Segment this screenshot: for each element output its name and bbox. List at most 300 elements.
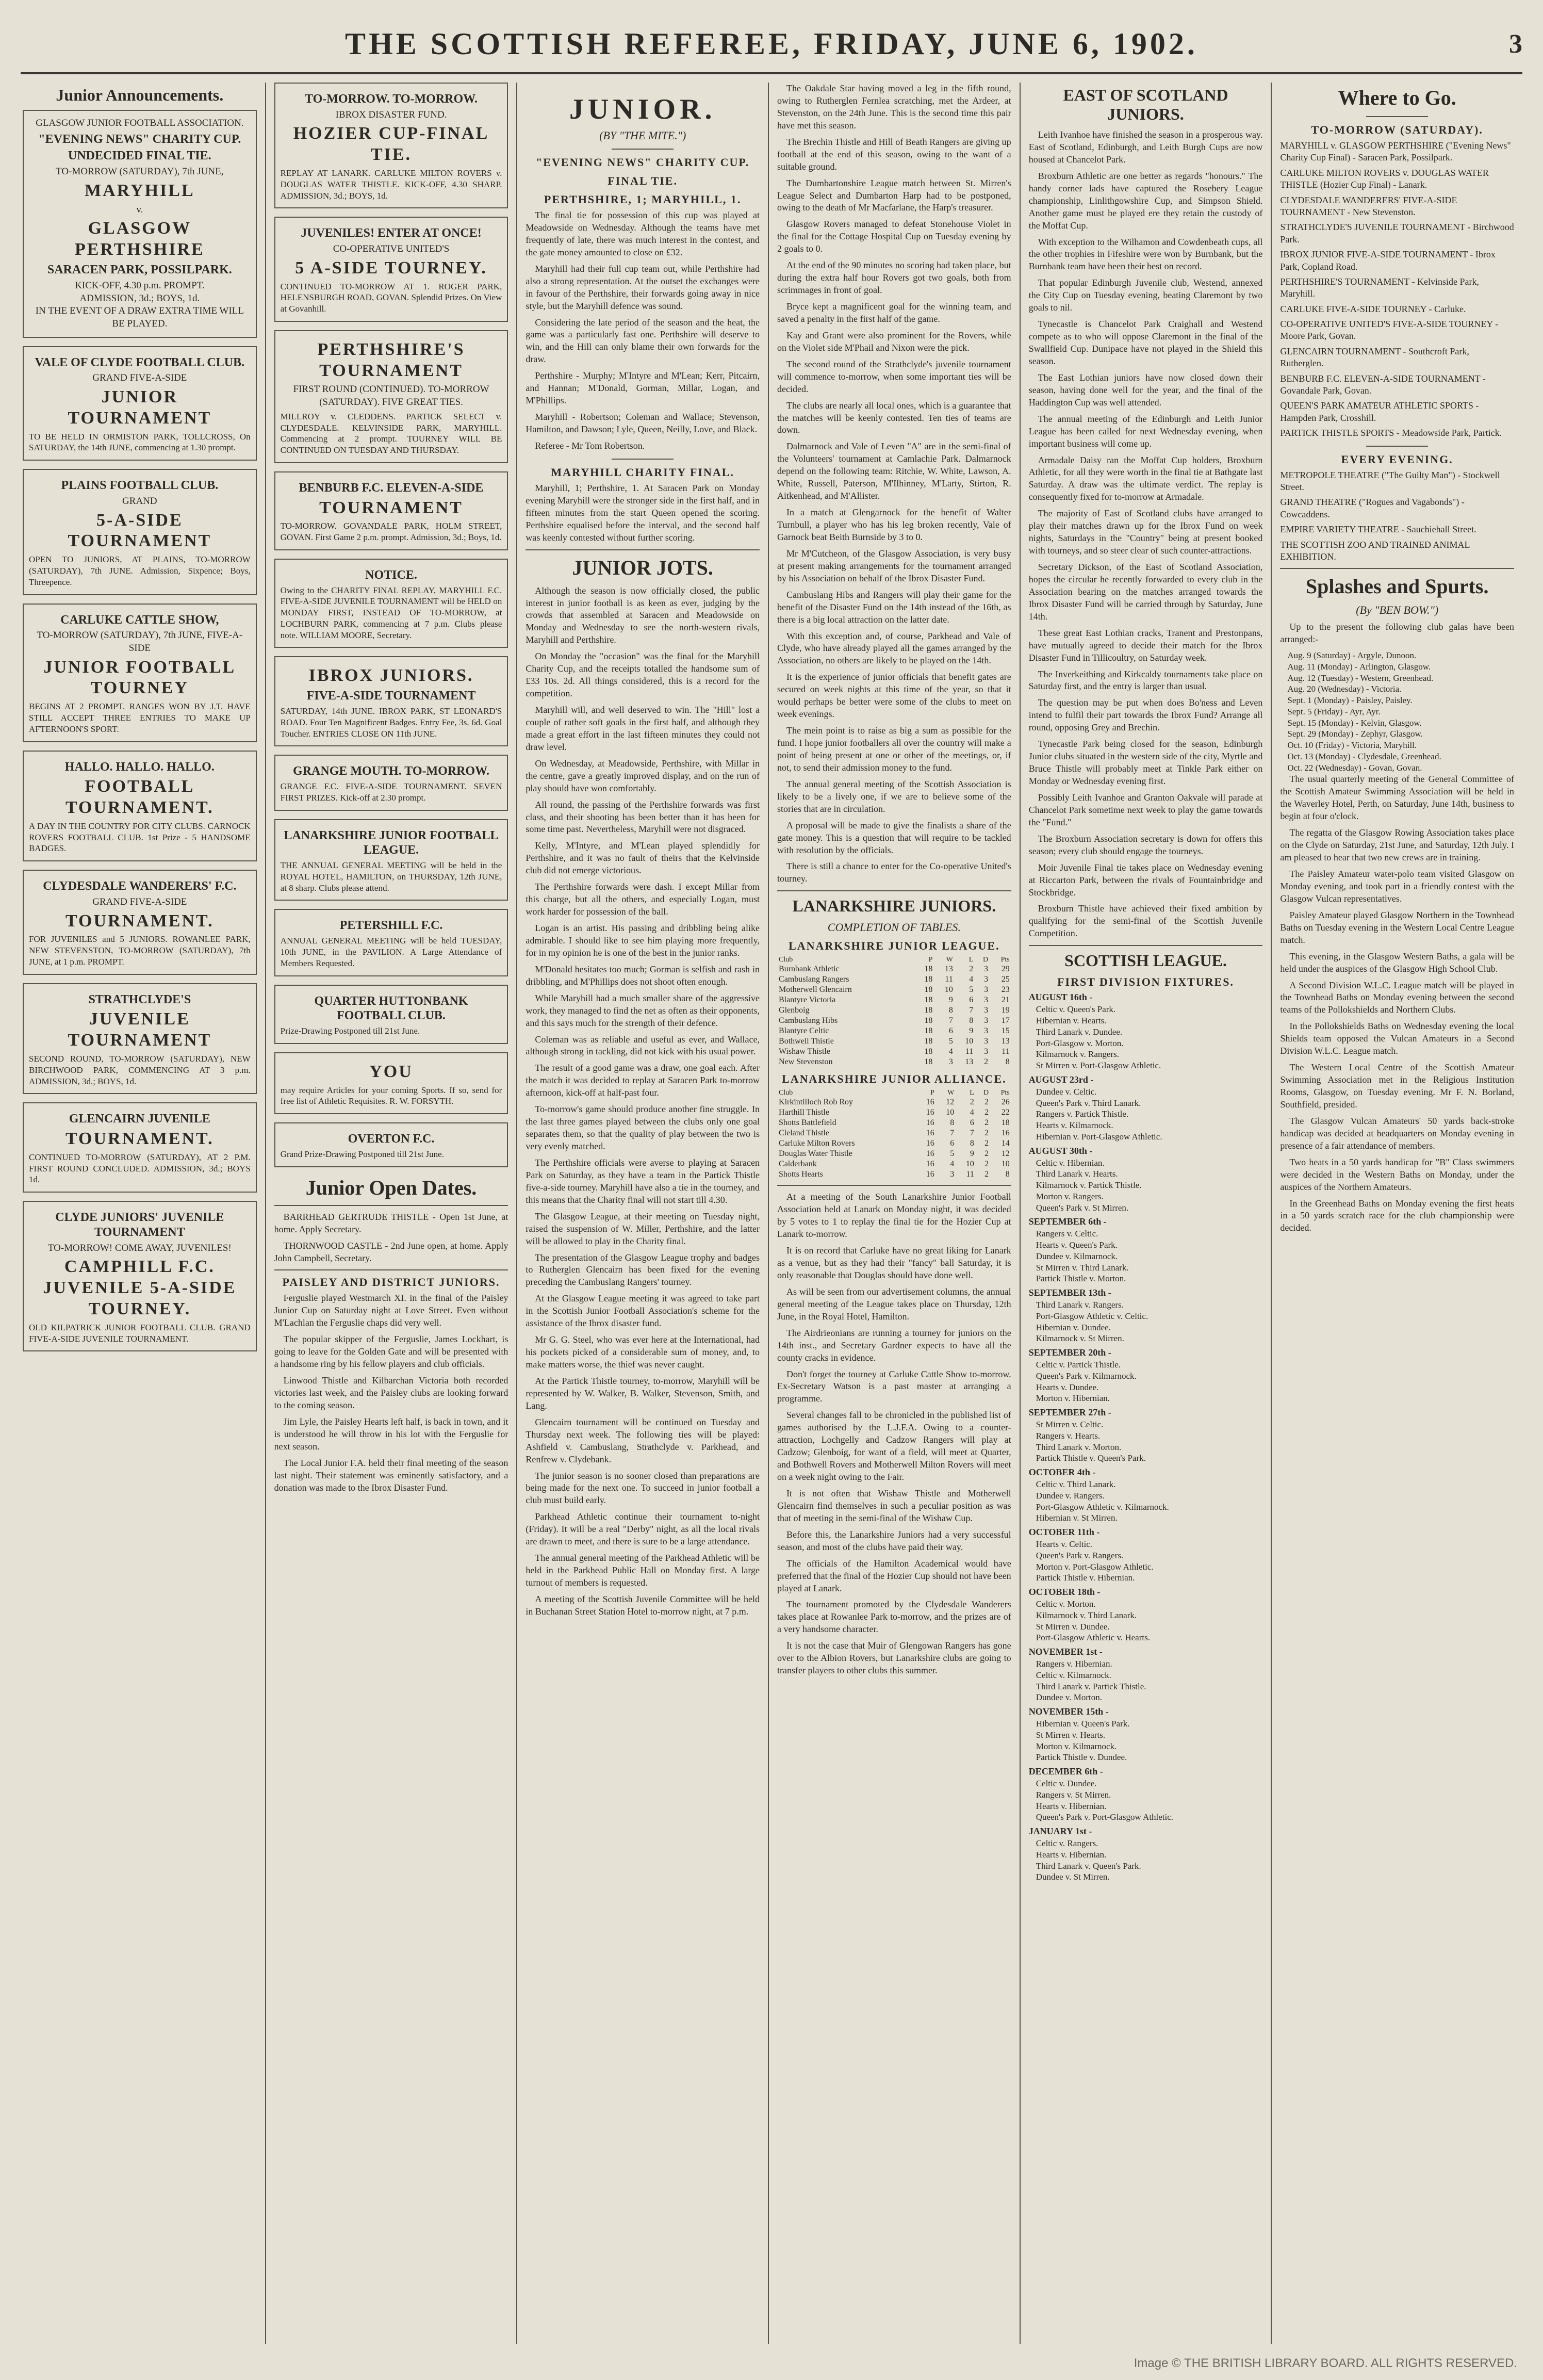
fixture-item: Hearts v. Celtic. bbox=[1036, 1539, 1093, 1549]
gala-item: Sept. 1 (Monday) - Paisley, Paisley. bbox=[1287, 695, 1413, 706]
club-name: Cleland Thistle bbox=[779, 1129, 829, 1138]
fixture-item: Third Lanark v. Dundee. bbox=[1036, 1026, 1123, 1037]
table-cell: 2 bbox=[984, 1129, 989, 1138]
where-to-go-item: GLENCAIRN TOURNAMENT - Southcroft Park, Rutherglen. bbox=[1280, 346, 1469, 369]
table-cell: 16 bbox=[926, 1149, 934, 1159]
table-cell: 16 bbox=[926, 1118, 934, 1128]
fixture-item: Hearts v. Dundee. bbox=[1036, 1382, 1099, 1392]
table-row bbox=[777, 1149, 1011, 1159]
article-paragraph: Broxburn Athletic are one better as regards "honours." The handy corner lads have captured the Rosebery League championship, Linlithgowshire Cup, and Simpson Shield. Another game must be played ere they retain the custody of the Moffat Cup. bbox=[1028, 170, 1263, 231]
fixture-date: AUGUST 16th - bbox=[1028, 992, 1093, 1003]
article-paragraph: The annual general meeting of the Scottish Association is likely to be a lively one, if we are to believe some of the stories that are in circulation. bbox=[777, 778, 1011, 814]
ad-heading: QUARTER HUTTONBANK FOOTBALL CLUB. bbox=[314, 994, 468, 1023]
table-cell: 5 bbox=[969, 985, 974, 995]
ad-line: FIRST ROUND (CONTINUED). TO-MORROW (SATURDAY). FIVE GREAT TIES. bbox=[293, 384, 489, 408]
fixture-item: Partick Thistle v. Hibernian. bbox=[1036, 1573, 1135, 1583]
article-paragraph: The Broxburn Association secretary is down for offers this season; every club should engage the tourneys. bbox=[1028, 833, 1263, 856]
article-paragraph: At the Glasgow League meeting it was agreed to take part in the Scottish Junior Football Association's scheme for the assistance of the Ibrox disaster fund. bbox=[526, 1293, 760, 1329]
fixture-item: Port-Glasgow Athletic v. Kilmarnock. bbox=[1036, 1502, 1169, 1512]
table-row bbox=[777, 1057, 1011, 1067]
fixture-item: Hibernian v. Dundee. bbox=[1036, 1322, 1111, 1332]
column-6 bbox=[1271, 83, 1522, 2344]
ad-box bbox=[274, 656, 508, 746]
article-paragraph: The Local Junior F.A. held their final meeting of the season last night. Their statement was eminently satisfactory, and a donation was made to the Ibrox Disaster Fund. bbox=[274, 1457, 508, 1493]
junior-jots-title: JUNIOR JOTS. bbox=[572, 556, 713, 579]
fixture-item: Kilmarnock v. St Mirren. bbox=[1036, 1333, 1124, 1344]
fixture-date: NOVEMBER 15th - bbox=[1028, 1706, 1109, 1717]
article-paragraph: Maryhill, 1; Perthshire, 1. At Saracen Park on Monday evening Maryhill were the stronger side in the first half, and in fifteen minutes from the start Queen opened the scoring. Perthshire equalised before the interval, and the second half was keenly contested without further scoring. bbox=[526, 482, 760, 543]
article-paragraph: The Glasgow League, at their meeting on Tuesday night, raised the suspension of W. Miller, Perthshire, and the latter will be allowed to play in the Charity final. bbox=[526, 1211, 760, 1246]
ad-heading: PERTHSHIRE'S TOURNAMENT bbox=[317, 339, 465, 380]
where-to-go-title: Where to Go. bbox=[1338, 86, 1456, 109]
club-name: Harthill Thistle bbox=[779, 1108, 829, 1117]
article-paragraph: Broxburn Thistle have achieved their fixed ambition by qualifying for the semi-final of the Scottish Juvenile Competition. bbox=[1028, 903, 1263, 939]
article-paragraph: Mr M'Cutcheon, of the Glasgow Association, is very busy at present making arrangements for the tournament arranged by his Association on behalf of the Ibrox Disaster Fund. bbox=[777, 548, 1011, 583]
table-cell: 18 bbox=[1001, 1118, 1010, 1128]
table-row bbox=[777, 1016, 1011, 1026]
table-cell: 2 bbox=[969, 965, 974, 974]
ad-line: FIVE-A-SIDE TOURNAMENT bbox=[306, 689, 476, 703]
article-paragraph: The East Lothian juniors have now closed down their season, having done well for the year, and the final of the Haddington Cup was well attended. bbox=[1028, 372, 1263, 407]
fixture-date: DECEMBER 6th - bbox=[1028, 1766, 1103, 1776]
scottish-league-title: SCOTTISH LEAGUE. bbox=[1064, 951, 1227, 970]
ad-title: CAMPHILL F.C. JUVENILE 5-A-SIDE TOURNEY. bbox=[43, 1257, 237, 1319]
ad-title: TOURNAMENT. bbox=[65, 1129, 214, 1149]
fixture-item: St Mirren v. Third Lanark. bbox=[1036, 1262, 1129, 1273]
column-header: L bbox=[969, 956, 974, 964]
article-paragraph: Glencairn tournament will be continued on Tuesday and Thursday next week. The following ties will be played: Ashfield v. Cambuslang, Strathclyde v. Parkhead, and Renfrew v. Clydebank. bbox=[526, 1416, 760, 1464]
article-paragraph: It is on record that Carluke have no great liking for Lanark as a venue, but as they had their "fancy" ball Saturday, it is only reasonable that Douglas should have done well. bbox=[777, 1245, 1011, 1280]
fixture-item: Queen's Park v. Third Lanark. bbox=[1036, 1098, 1141, 1108]
open-date-entry: THORNWOOD CASTLE - 2nd June open, at home. Apply John Campbell, Secretary. bbox=[274, 1240, 508, 1263]
paisley-district-title: PAISLEY AND DISTRICT JUNIORS. bbox=[282, 1276, 500, 1289]
article-paragraph: As will be seen from our advertisement columns, the annual general meeting of the League takes place on Thursday, 12th June, in the Royal Hotel, Hamilton. bbox=[777, 1286, 1011, 1322]
fixture-item: Kilmarnock v. Partick Thistle. bbox=[1036, 1180, 1142, 1190]
table-cell: 16 bbox=[926, 1129, 934, 1138]
table-cell: 6 bbox=[950, 1139, 955, 1148]
fixture-item: Celtic v. Partick Thistle. bbox=[1036, 1360, 1121, 1370]
col1-ads bbox=[23, 346, 257, 1352]
fixture-item: Hearts v. Kilmarnock. bbox=[1036, 1120, 1113, 1130]
ad-body: MILLROY v. CLEDDENS. PARTICK SELECT v. CLYDESDALE. KELVINSIDE PARK, MARYHILL. Commencing at 2 prompt. TOURNEY WILL BE CONTINUED ON TUESDAY AND THURSDAY. bbox=[280, 411, 502, 455]
table-cell: 16 bbox=[926, 1098, 934, 1107]
ad-box bbox=[23, 751, 257, 862]
table-cell: 18 bbox=[924, 1057, 933, 1067]
fixture-item: Queen's Park v. St Mirren. bbox=[1036, 1202, 1129, 1213]
where-to-go-item: BENBURB F.C. ELEVEN-A-SIDE TOURNAMENT - Govandale Park, Govan. bbox=[1280, 373, 1486, 396]
ad-box bbox=[23, 469, 257, 595]
ad-body: SATURDAY, 14th JUNE. IBROX PARK, ST LEONARD'S ROAD. Four Ten Magnificent Badges. Entry Fee, 3s. 6d. Goal Toucher. ENTRIES CLOSE ON 11th JUNE. bbox=[280, 706, 502, 739]
gala-item: Aug. 12 (Tuesday) - Western, Greenhead. bbox=[1287, 673, 1434, 683]
ad-title: 5 A-SIDE TOURNEY. bbox=[295, 258, 487, 278]
article-paragraph: The Perthshire officials were averse to playing at Saracen Park on Saturday, as they have a team in the Partick Thistle five-a-side tourney. Maryhill have also a tie in the tourney, and this means that the Charity final will not start till 4.30. bbox=[526, 1157, 760, 1205]
fixture-date: SEPTEMBER 6th - bbox=[1028, 1216, 1107, 1227]
article-paragraph: Paisley Amateur played Glasgow Northern in the Townhead Baths on Tuesday evening in the Western Local Centre League match. bbox=[1280, 909, 1515, 945]
table-cell: 18 bbox=[924, 975, 933, 984]
article-paragraph: The Airdrieonians are running a tourney for juniors on the 14th inst., and Secretary Gardner expects to have all the county cracks in evidence. bbox=[777, 1327, 1011, 1363]
every-evening-item: THE SCOTTISH ZOO AND TRAINED ANIMAL EXHIBITION. bbox=[1280, 539, 1470, 562]
fixture-date: NOVEMBER 1st - bbox=[1028, 1647, 1103, 1657]
fixture-item: Port-Glasgow Athletic v. Celtic. bbox=[1036, 1311, 1148, 1321]
fixture-item: Dundee v. St Mirren. bbox=[1036, 1872, 1110, 1882]
ad-heading: JUVENILES! ENTER AT ONCE! bbox=[301, 226, 482, 240]
ad-box bbox=[23, 604, 257, 742]
byline: (BY "THE MITE.") bbox=[599, 129, 686, 142]
fixture-date: SEPTEMBER 13th - bbox=[1028, 1287, 1111, 1298]
column-header: D bbox=[983, 956, 989, 964]
column-5 bbox=[1020, 83, 1271, 2344]
open-dates-title: Junior Open Dates. bbox=[305, 1176, 477, 1199]
where-to-go-subtitle: TO-MORROW (SATURDAY). bbox=[1311, 123, 1483, 136]
ad-body: A DAY IN THE COUNTRY FOR CITY CLUBS. CARNOCK ROVERS FOOTBALL CLUB. 1st Prize - 5 HANDSOME BADGES. bbox=[29, 821, 251, 854]
article-paragraph: Mr G. G. Steel, who was ever here at the International, had his pockets picked of a considerable sum of money, and, to make matters worse, the thief was never caught. bbox=[526, 1334, 760, 1370]
article-paragraph: At the Partick Thistle tourney, to-morrow, Maryhill will be represented by W. Walker, B. Walker, Stevenson, Smith, and Lang. bbox=[526, 1375, 760, 1411]
article-paragraph: The Glasgow Vulcan Amateurs' 50 yards back-stroke handicap was decided at headquarters on Monday evening in presence of a fair attendance of members. bbox=[1280, 1115, 1515, 1151]
table-row bbox=[777, 1118, 1011, 1128]
ad-heading: PETERSHILL F.C. bbox=[339, 919, 443, 933]
table-cell: 13 bbox=[1001, 1037, 1010, 1046]
article-paragraph: A Second Division W.L.C. League match will be played in the Townhead Baths on Monday evening between the second teams of the Pollokshields and Northern Clubs. bbox=[1280, 980, 1515, 1015]
article-paragraph: It is the experience of junior officials that benefit gates are secured on week nights at this time of the year, so that it would perhaps be better were some of the clubs to meet on week evenings. bbox=[777, 672, 1011, 720]
article-paragraph: On Wednesday, at Meadowside, Perthshire, with Millar in the centre, gave a greatly improved display, and on the run of play should have won comfortably. bbox=[526, 758, 760, 793]
table-cell: 15 bbox=[1001, 1026, 1010, 1036]
article-paragraph: The usual quarterly meeting of the General Committee of the Scottish Amateur Swimming Association will be held in the Waverley Hotel, Perth, on Saturday, June 14th, business to begin at four o'clock. bbox=[1280, 774, 1515, 822]
table-cell: 8 bbox=[1005, 1170, 1010, 1179]
table-cell: 10 bbox=[944, 985, 953, 995]
article-paragraph: Secretary Dickson, of the East of Scotland Association, hopes the circular he recently forwarded to every club in the Association bearing on the matches arranged towards the Ibrox Disaster Fund will be carried through by Saturday, June 14th. bbox=[1028, 562, 1263, 622]
ad-line: IN THE EVENT OF A DRAW EXTRA TIME WILL BE PLAYED. bbox=[35, 305, 244, 329]
every-evening-list bbox=[1280, 469, 1514, 563]
column-header: W bbox=[946, 956, 953, 964]
fixture-date: OCTOBER 18th - bbox=[1028, 1587, 1101, 1597]
ad-box bbox=[274, 217, 508, 322]
fixture-item: Hibernian v. Queen's Park. bbox=[1036, 1719, 1130, 1729]
article-paragraph: The presentation of the Glasgow League trophy and badges to Rutherglen Glencairn has been fixed for the evening preceding the Cambuslang Rangers' tourney. bbox=[526, 1252, 760, 1287]
table-cell: 8 bbox=[950, 1118, 955, 1128]
article-paragraph: Don't forget the tourney at Carluke Cattle Show to-morrow. Ex-Secretary Watson is a past master at arranging a programme. bbox=[777, 1368, 1011, 1404]
ad-box bbox=[274, 330, 508, 463]
article-paragraph: The popular skipper of the Ferguslie, James Lockhart, is going to leave for the Golden Gate and will be presented with a handsome ring by his fellow players and club officials. bbox=[274, 1334, 508, 1370]
fixture-item: Rangers v. Partick Thistle. bbox=[1036, 1109, 1129, 1119]
ad-heading: OVERTON F.C. bbox=[348, 1132, 435, 1146]
fixture-item: Dundee v. Rangers. bbox=[1036, 1490, 1105, 1501]
fixture-item: Hearts v. Queen's Park. bbox=[1036, 1240, 1118, 1250]
article-paragraph: With this exception and, of course, Parkhead and Vale of Clyde, who have already played all the games arranged by the Association, no others are likely to be played on the 14th. bbox=[777, 630, 1011, 666]
table-cell: 4 bbox=[970, 1108, 974, 1117]
club-name: Kirkintilloch Rob Roy bbox=[779, 1098, 853, 1107]
table-cell: 2 bbox=[984, 1108, 989, 1117]
table-row bbox=[777, 1047, 1011, 1057]
fixture-item: Rangers v. Hearts. bbox=[1036, 1430, 1101, 1441]
article-paragraph: These great East Lothian cracks, Tranent and Prestonpans, have mutually agreed to decide their match for the Ibrox Disaster Fund in Tillicoultry, on Saturday week. bbox=[1028, 627, 1263, 663]
ad-body: TO-MORROW. GOVANDALE PARK, HOLM STREET, GOVAN. First Game 2 p.m. prompt. Admission, 3d.; Boys, 1d. bbox=[280, 521, 502, 543]
ad-heading: VALE OF CLYDE FOOTBALL CLUB. bbox=[35, 355, 245, 369]
table-cell: 18 bbox=[924, 1026, 933, 1036]
fixture-item: Partick Thistle v. Queen's Park. bbox=[1036, 1453, 1146, 1463]
ad-body: REPLAY AT LANARK. CARLUKE MILTON ROVERS v. DOUGLAS WATER THISTLE. KICK-OFF, 4.30 SHARP. ADMISSION, 3d.; BOYS, 1d. bbox=[280, 168, 502, 201]
table-header bbox=[777, 956, 1011, 964]
ad-line: GRAND FIVE-A-SIDE bbox=[92, 896, 187, 907]
ad-box bbox=[274, 819, 508, 901]
fixtures-subtitle: FIRST DIVISION FIXTURES. bbox=[1057, 975, 1234, 989]
table-cell: 18 bbox=[924, 1037, 933, 1046]
article-paragraph: The officials of the Hamilton Academical would have preferred that the final of the Hozier Cup should not have been played at Lanark. bbox=[777, 1558, 1011, 1593]
table-cell: 13 bbox=[944, 965, 953, 974]
club-name: Cambuslang Hibs bbox=[779, 1016, 838, 1025]
table-cell: 2 bbox=[984, 1160, 989, 1169]
open-date-entry: BARRHEAD GERTRUDE THISTLE - Open 1st June, at home. Apply Secretary. bbox=[274, 1211, 508, 1234]
ad-heading: CARLUKE CATTLE SHOW, bbox=[60, 613, 219, 627]
fixture-item: St Mirren v. Port-Glasgow Athletic. bbox=[1036, 1061, 1161, 1070]
fixture-item: Celtic v. Hibernian. bbox=[1036, 1158, 1105, 1168]
club-name: Shotts Battlefield bbox=[779, 1118, 836, 1128]
ad-box bbox=[274, 1052, 508, 1114]
article-paragraph: Kelly, M'Intyre, and M'Lean played splendidly for Perthshire, and it was no fault of theirs that the Kelvinside club did not emerge victorious. bbox=[526, 840, 760, 876]
gala-item: Aug. 9 (Saturday) - Argyle, Dunoon. bbox=[1287, 650, 1417, 661]
charity-cup-final-ad bbox=[23, 110, 257, 338]
table-cell: 11 bbox=[966, 1170, 974, 1179]
table-row bbox=[777, 1107, 1011, 1118]
ad-title: JUVENILE TOURNAMENT bbox=[68, 1009, 212, 1050]
fixture-item: Queen's Park v. Kilmarnock. bbox=[1036, 1371, 1137, 1381]
table-cell: 10 bbox=[1001, 1160, 1010, 1169]
fixture-item: Third Lanark v. Rangers. bbox=[1036, 1300, 1124, 1310]
fixture-item: Hibernian v. St Mirren. bbox=[1036, 1513, 1118, 1523]
article-paragraph: M'Donald hesitates too much; Gorman is selfish and rash in dribbling, and M'Phillips does not shoot often enough. bbox=[526, 964, 760, 987]
article-paragraph: Cambuslang Hibs and Rangers will play their game for the benefit of the Disaster Fund on the 14th instead of the 16th, as there is a big local attraction on the latter date. bbox=[777, 589, 1011, 625]
fixture-item: Celtic v. Dundee. bbox=[1036, 1779, 1097, 1788]
ad-heading: BENBURB F.C. ELEVEN-A-SIDE bbox=[299, 481, 484, 495]
fixture-item: Morton v. Kilmarnock. bbox=[1036, 1741, 1117, 1751]
table-cell: 3 bbox=[984, 1037, 989, 1046]
article-paragraph: Coleman was as reliable and useful as ever, and Wallace, although strong in tackling, did not kick with his usual power. bbox=[526, 1034, 760, 1057]
where-to-go-item: PERTHSHIRE'S TOURNAMENT - Kelvinside Park, Maryhill. bbox=[1280, 276, 1480, 299]
fixture-item: Hibernian v. Port-Glasgow Athletic. bbox=[1036, 1131, 1162, 1142]
gala-item: Aug. 20 (Wednesday) - Victoria. bbox=[1287, 684, 1402, 694]
article-paragraph: That popular Edinburgh Juvenile club, Westend, annexed the City Cup on Tuesday evening, beating Claremont by two goals to nil. bbox=[1028, 278, 1263, 313]
fixtures-list bbox=[1029, 992, 1263, 1883]
column-header: W bbox=[947, 1089, 955, 1097]
fixture-item: Morton v. Port-Glasgow Athletic. bbox=[1036, 1561, 1154, 1572]
fixture-item: Hibernian v. Hearts. bbox=[1036, 1016, 1107, 1025]
table-row bbox=[777, 1097, 1011, 1107]
column-header: L bbox=[970, 1089, 974, 1097]
fixture-item: Kilmarnock v. Third Lanark. bbox=[1036, 1610, 1137, 1620]
league-table bbox=[777, 956, 1011, 1067]
fixture-item: St Mirren v. Dundee. bbox=[1036, 1621, 1110, 1632]
club-name: Calderbank bbox=[779, 1160, 817, 1169]
table-cell: 2 bbox=[984, 1149, 989, 1159]
gala-item: Oct. 10 (Friday) - Victoria, Maryhill. bbox=[1287, 740, 1417, 751]
ad-box bbox=[274, 755, 508, 810]
article-paragraph: The clubs are nearly all local ones, which is a guarantee that the matches will be keenly contested. Ten ties of teams are down. bbox=[777, 400, 1011, 435]
table-cell: 12 bbox=[946, 1098, 955, 1107]
venue: SARACEN PARK, POSSILPARK. bbox=[47, 263, 232, 277]
ad-body: SECOND ROUND, TO-MORROW (SATURDAY), NEW BIRCHWOOD PARK, COMMENCING AT 3 p.m. ADMISSION, 3d.; BOYS, 1d. bbox=[29, 1054, 251, 1086]
fixture-item: Hearts v. Hibernian. bbox=[1036, 1801, 1107, 1811]
article-paragraph: Leith Ivanhoe have finished the season in a prosperous way. East of Scotland, Edinburgh, and Leith Burgh Cups are now housed at Chancelot Park. bbox=[1028, 129, 1263, 165]
team-name: MARYHILL bbox=[85, 181, 195, 200]
article-paragraph: Two heats in a 50 yards handicap for "B" Class swimmers were decided in the Western Baths on Monday, under the auspices of the Northern Amateurs. bbox=[1280, 1156, 1515, 1192]
fixture-item: Kilmarnock v. Rangers. bbox=[1036, 1049, 1119, 1059]
table-cell: 11 bbox=[1002, 1047, 1010, 1056]
table-cell: 3 bbox=[948, 1057, 953, 1067]
article-paragraph: The annual meeting of the Edinburgh and Leith Junior League has been called for next Wednesday evening, when important business will come up. bbox=[1028, 413, 1263, 449]
fixture-item: Dundee v. Celtic. bbox=[1036, 1086, 1097, 1097]
article-paragraph: The regatta of the Glasgow Rowing Association takes place on the Clyde on Saturday, 21st June, and Saturday, 12th July. I am pleased to hear that two new crews are in training. bbox=[1280, 827, 1515, 863]
club-name: Blantyre Celtic bbox=[779, 1026, 829, 1036]
article-paragraph: Parkhead Athletic continue their tournament to-night (Friday). It will be a real "Derby" night, as all the local rivals are drawn to meet, and there is sure to be a large attendance. bbox=[526, 1511, 760, 1547]
columns bbox=[21, 83, 1522, 2344]
article-paragraph: At the end of the 90 minutes no scoring had taken place, but during the extra half hour Rovers got two goals, both from scrimmages in front of goal. bbox=[777, 260, 1011, 296]
article-paragraph: Tynecastle Park being closed for the season, Edinburgh Junior clubs situated in the western side of the city, Myrtle and Bruce Thistle will probably meet at Tinkle Park either on Monday or Wednesday evening first. bbox=[1028, 739, 1263, 786]
alliance-heading: LANARKSHIRE JUNIOR ALLIANCE. bbox=[782, 1072, 1007, 1086]
article-paragraph: Tynecastle is Chancelot Park Craighall and Westend compete as to who will oppose Claremont in the final of the Swallfield Cup. Dunipace have not played in the Shield this season. bbox=[1028, 319, 1263, 366]
table-cell: 13 bbox=[965, 1057, 974, 1067]
table-cell: 16 bbox=[1001, 1129, 1010, 1138]
ad-title: TOURNAMENT bbox=[319, 498, 463, 517]
table-row bbox=[777, 1026, 1011, 1036]
table-cell: 16 bbox=[926, 1139, 934, 1148]
where-to-go-item: QUEEN'S PARK AMATEUR ATHLETIC SPORTS - Hampden Park, Crosshill. bbox=[1280, 400, 1479, 423]
junior-title: JUNIOR. bbox=[569, 93, 716, 125]
table-cell: 8 bbox=[969, 1016, 974, 1025]
where-to-go-item: CARLUKE MILTON ROVERS v. DOUGLAS WATER THISTLE (Hozier Cup Final) - Lanark. bbox=[1280, 167, 1489, 190]
table-cell: 3 bbox=[984, 1026, 989, 1036]
article-paragraph: Possibly Leith Ivanhoe and Granton Oakvale will parade at Chancelot Park sometime next week to play the game towards the "Fund." bbox=[1028, 792, 1263, 827]
table-cell: 18 bbox=[924, 985, 933, 995]
ad-heading: GLENCAIRN JUVENILE bbox=[69, 1112, 210, 1126]
fixture-item: Celtic v. Morton. bbox=[1036, 1599, 1096, 1609]
table-cell: 7 bbox=[969, 1006, 974, 1015]
article-paragraph: With exception to the Wilhamon and Cowdenbeath cups, all the other trophies in Fifeshire were won by Burnbank, but the Burnbank team have been their best on record. bbox=[1028, 236, 1263, 272]
galas-list bbox=[1280, 650, 1514, 773]
article-paragraph: In the Greenhead Baths on Monday evening the first heats in a 50 yards scratch race for the club championship were decided. bbox=[1280, 1198, 1515, 1233]
table-row bbox=[777, 1036, 1011, 1047]
article-paragraph: The Oakdale Star having moved a leg in the fifth round, owing to Rutherglen Fernlea scratching, met the Ardeer, at Stevenston, on the 24th June. This is the second time this pair have met this season. bbox=[777, 83, 1011, 131]
table-cell: 8 bbox=[1005, 1057, 1010, 1067]
table-cell: 3 bbox=[984, 975, 989, 984]
fixture-item: Third Lanark v. Hearts. bbox=[1036, 1169, 1118, 1179]
article-paragraph: This evening, in the Glasgow Western Baths, a gala will be held under the auspices of the Glasgow High School Club. bbox=[1280, 951, 1515, 974]
article-paragraph: Kay and Grant were also prominent for the Rovers, while on the Violet side M'Phail and Nixon were the pick. bbox=[777, 330, 1011, 353]
article-paragraph: Bryce kept a magnificent goal for the winning team, and saved a penalty in the first half of the game. bbox=[777, 301, 1011, 324]
fixture-date: SEPTEMBER 20th - bbox=[1028, 1347, 1111, 1358]
table-cell: 2 bbox=[984, 1170, 989, 1179]
ad-heading: STRATHCLYDE'S bbox=[88, 992, 191, 1006]
article-paragraph: There is still a chance to enter for the Co-operative United's tourney. bbox=[777, 861, 1011, 884]
table-cell: 4 bbox=[969, 975, 974, 984]
article-paragraph: Linwood Thistle and Kilbarchan Victoria both recorded victories last week, and the Paisley clubs are looking forward to the coming season. bbox=[274, 1375, 508, 1410]
article-paragraph: In the Pollokshields Baths on Wednesday evening the local Shields team opposed the Vulcan Amateurs in a Second Division W.L.C. League match. bbox=[1280, 1021, 1515, 1056]
column-header: D bbox=[983, 1089, 989, 1097]
table-cell: 12 bbox=[1001, 1149, 1010, 1159]
ad-body: CONTINUED TO-MORROW AT 1. ROGER PARK, HELENSBURGH ROAD, GOVAN. Splendid Prizes. On View at Govanhill. bbox=[280, 281, 502, 314]
fixture-item: Third Lanark v. Queen's Park. bbox=[1036, 1861, 1141, 1871]
article-paragraph: The Dumbartonshire League match between St. Mirren's League Select and Dumbarton Harp had to be postponed, owing to the death of Mr Macfarlane, the Harp's treasurer. bbox=[777, 177, 1011, 213]
table-cell: 6 bbox=[948, 1026, 953, 1036]
table-cell: 3 bbox=[984, 965, 989, 974]
alliance-table-body bbox=[777, 1097, 1011, 1180]
article-paragraph: Armadale Daisy ran the Moffat Cup holders, Broxburn Athletic, for all they were worth in the final tie at Bathgate last Saturday. A draw was the ultimate verdict. The replay is consequently fixed for to-morrow at Armadale. bbox=[1028, 454, 1263, 502]
fixture-item: Partick Thistle v. Dundee. bbox=[1036, 1752, 1127, 1763]
fixture-date: OCTOBER 11th - bbox=[1028, 1527, 1100, 1537]
subhead: "EVENING NEWS" CHARITY CUP. bbox=[536, 156, 750, 169]
article-paragraph: Logan is an artist. His passing and dribbling being alike admirable. I should like to see him playing more frequently, for in my opinion he is one of the best in the junior ranks. bbox=[526, 923, 760, 958]
table-cell: 3 bbox=[984, 985, 989, 995]
every-evening-item: GRAND THEATRE ("Rogues and Vagabonds") - Cowcaddens. bbox=[1280, 497, 1465, 519]
table-cell: 19 bbox=[1001, 1006, 1010, 1015]
table-cell: 2 bbox=[984, 1057, 989, 1067]
column-2 bbox=[265, 83, 517, 2344]
ad-body: BEGINS AT 2 PROMPT. RANGES WON BY J.T. HAVE STILL ACCEPT THREE ENTRIES TO MAKE UP AFTERNOON'S SPORT. bbox=[29, 702, 251, 734]
article-paragraph: Maryhill will, and well deserved to win. The "Hill" lost a couple of rather soft goals in the first half, and although they made a great effort in the last fifteen minutes they could not draw level. bbox=[526, 705, 760, 752]
ad-line: CO-OPERATIVE UNITED'S bbox=[333, 243, 450, 255]
table-cell: 6 bbox=[970, 1118, 974, 1128]
ad-heading: GRANGE MOUTH. TO-MORROW. bbox=[293, 764, 489, 778]
article-paragraph: The mein point is to raise as big a sum as possible for the fund. I hope junior footballers all over the country will make a point of being present at one or other of the meetings, or, if not, to send their admission money to the fund. bbox=[777, 725, 1011, 773]
table-cell: 18 bbox=[924, 996, 933, 1005]
table-row bbox=[777, 995, 1011, 1005]
article-paragraph: The final tie for possession of this cup was played at Meadowside on Wednesday. Although the teams have met frequently of late, there was much interest in the contest, and the gate money amounted to close on £32. bbox=[526, 210, 760, 257]
club-name: Carluke Milton Rovers bbox=[779, 1139, 855, 1148]
table-cell: 9 bbox=[948, 996, 953, 1005]
where-to-go-item: STRATHCLYDE'S JUVENILE TOURNAMENT - Birchwood Park. bbox=[1280, 222, 1514, 244]
table-cell: 21 bbox=[1001, 996, 1010, 1005]
ad-heading: HALLO. HALLO. HALLO. bbox=[64, 760, 215, 774]
alliance-table bbox=[777, 1089, 1011, 1180]
table-cell: 10 bbox=[965, 1160, 974, 1169]
table-cell: 2 bbox=[970, 1098, 974, 1107]
ad-body: may require Articles for your coming Sports. If so, send for free list of Athletic Requisites. R. W. FORSYTH. bbox=[280, 1085, 502, 1106]
article-paragraph: Glasgow Rovers managed to defeat Stonehouse Violet in the final for the Cottage Hospital Cup on Tuesday evening by 2 goals to 0. bbox=[777, 219, 1011, 254]
where-to-go-item: CARLUKE FIVE-A-SIDE TOURNEY - Carluke. bbox=[1280, 303, 1466, 314]
article-paragraph: The tournament promoted by the Clydesdale Wanderers takes place at Rowanlee Park to-morrow, and the prizes are of a very handsome character. bbox=[777, 1599, 1011, 1635]
table-cell: 11 bbox=[945, 975, 953, 984]
article-paragraph: The Inverkeithing and Kirkcaldy tournaments take place on Saturday first, and the entry is larger than usual. bbox=[1028, 669, 1263, 692]
fixture-item: Morton v. Hibernian. bbox=[1036, 1393, 1110, 1404]
column-header: Club bbox=[779, 956, 793, 964]
fixture-date: AUGUST 23rd - bbox=[1028, 1074, 1094, 1085]
ad-heading: LANARKSHIRE JUNIOR FOOTBALL LEAGUE. bbox=[284, 828, 499, 857]
ad-body: THE ANNUAL GENERAL MEETING will be held in the ROYAL HOTEL, HAMILTON, on THURSDAY, 12th JUNE, at 8 sharp. Clubs please attend. bbox=[280, 860, 502, 893]
club-name: Blantyre Victoria bbox=[779, 996, 836, 1005]
ad-heading: YOU bbox=[369, 1062, 413, 1081]
table-cell: 16 bbox=[926, 1170, 934, 1179]
table-cell: 6 bbox=[969, 996, 974, 1005]
table-cell: 4 bbox=[950, 1160, 955, 1169]
fixture-date: SEPTEMBER 27th - bbox=[1028, 1407, 1111, 1417]
article-paragraph: Before this, the Lanarkshire Juniors had a very successful season, and most of the clubs have paid their way. bbox=[777, 1529, 1011, 1552]
table-cell: 10 bbox=[965, 1037, 974, 1046]
fixture-item: Partick Thistle v. Morton. bbox=[1036, 1274, 1126, 1284]
ad-line: TO-MORROW (SATURDAY), 7th JUNE, FIVE-A-SIDE bbox=[37, 630, 243, 654]
column-3 bbox=[516, 83, 768, 2344]
article-paragraph: Several changes fall to be chronicled in the published list of games authorised by the L.J.F.A. Owing to a counter-attraction, Lochgelly and Cadzow Rangers will play at Cadzow; Glenboig, for want of a field, will meet at Quarter, and Bothwell Rovers and Motherwell Milton Rovers will meet on a week night owing to the Fair. bbox=[777, 1410, 1011, 1482]
fixture-item: Rangers v. St Mirren. bbox=[1036, 1789, 1111, 1800]
gala-item: Sept. 15 (Monday) - Kelvin, Glasgow. bbox=[1287, 718, 1422, 728]
article-paragraph: The majority of East of Scotland clubs have arranged to play their matches drawn up for the Ibrox Fund on week nights, Saturdays in the "Country" being at present booked with tourneys, and so steer clear of such counter-attractions. bbox=[1028, 508, 1263, 556]
article-paragraph: Jim Lyle, the Paisley Hearts left half, is back in town, and it is understood he will throw in his lot with the Ferguslie for next season. bbox=[274, 1416, 508, 1452]
table-cell: 11 bbox=[965, 1047, 974, 1056]
junior-announcements-title: Junior Announcements. bbox=[56, 86, 224, 104]
table-row bbox=[777, 974, 1011, 985]
article-paragraph: A meeting of the Scottish Juvenile Committee will be held in Buchanan Street Station Hotel to-morrow night, at 7 p.m. bbox=[526, 1593, 760, 1617]
table-cell: 18 bbox=[924, 1047, 933, 1056]
fixture-item: Dundee v. Morton. bbox=[1036, 1692, 1102, 1703]
table-cell: 3 bbox=[984, 1047, 989, 1056]
table-cell: 3 bbox=[984, 1016, 989, 1025]
